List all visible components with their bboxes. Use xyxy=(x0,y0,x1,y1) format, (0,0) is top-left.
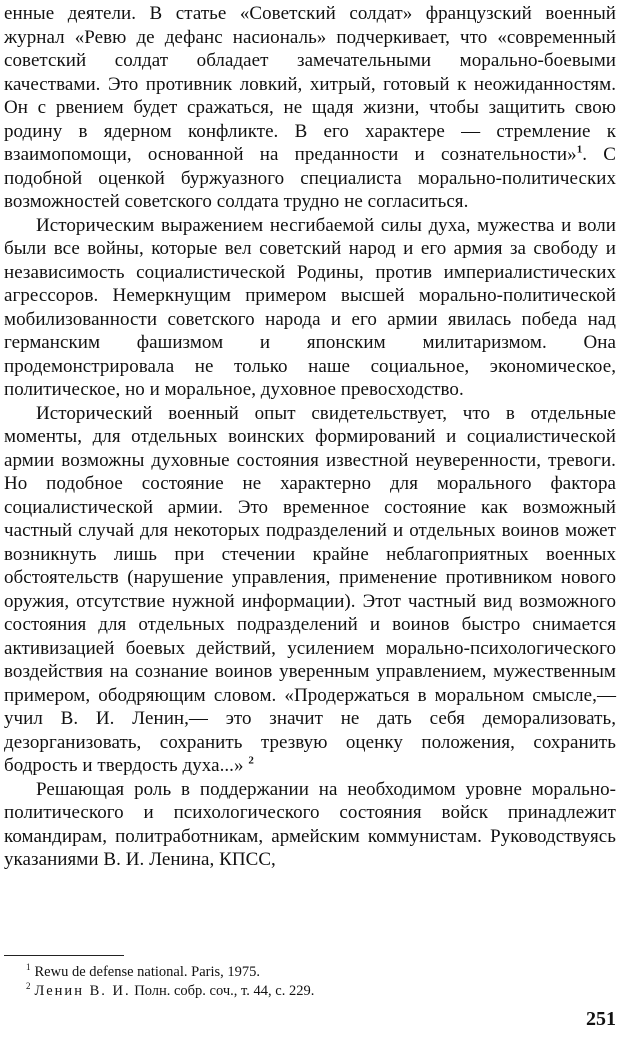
footnote-reference[interactable]: 2 xyxy=(248,754,254,767)
paragraph-continued xyxy=(4,2,616,214)
footnote-author: Ленин В. И. xyxy=(34,983,131,999)
page-number: 251 xyxy=(586,1008,616,1030)
paragraph-text: Исторический военный опыт свидетельствует, что в отдельные моменты, для отдельных воинских формирований и социалистической армии возможны духовные состояния известной неуверенности, тревоги. Но подобное состояние не характерно для морального фактора социалистической армии. Это временное состояние как возможный частный случай для некоторых подразделений и отдельных воинов может возникнуть лишь при стечении крайне неблагоприятных военных обстоятельств (нарушение управления, применение противником нового оружия, отсутствие нужной информации). Этот частный вид возможного состояния для отдельных подразделений и воинов быстро снимается активизацией боевых действий, усилением морально-психологического воздействия на сознание воинов уверенным управлением, мужественным примером, ободряющим словом. «Продержаться в моральном смысле,— учил В. И. Ленин,— это значит не дать себя деморализовать, дезорганизовать, сохранить трезвую оценку положения, сохранить бодрость и твердость духа...» xyxy=(4,402,616,776)
footnote-mark: 1 xyxy=(26,962,31,973)
footnote-item xyxy=(4,963,616,982)
footnote-mark: 2 xyxy=(26,981,31,992)
footnote-text: Полн. собр. соч., т. 44, с. 229. xyxy=(130,983,315,999)
footnote-text: Rewu de defense national. Paris, 1975. xyxy=(34,964,261,980)
paragraph-text-tail: . С подобной оценкой буржуазного специалиста морально-политических возможностей советского солдата трудно не согласиться. xyxy=(4,144,616,212)
footnote-reference[interactable]: 1 xyxy=(576,143,583,156)
footnote-divider xyxy=(4,955,124,956)
footnotes xyxy=(4,963,616,1001)
main-text xyxy=(4,2,616,872)
paragraph: Решающая роль в поддержании на необходимом уровне морально-политического и психологического состояния войск принадлежит командирам, политработникам, армейским коммунистам. Руководствуясь указаниями В. И. Ленина, КПСС, xyxy=(4,778,616,870)
paragraph-text: енные деятели. В статье «Советский солдат» французский военный журнал «Ревю де дефанс насиональ» подчеркивает, что «современный советский солдат обладает замечательными морально-боевыми качествами. Это противник ловкий, хитрый, готовый к неожиданностям. Он с рвением будет сражаться, не щадя жизни, чтобы защитить свою родину в ядерном конфликте. В его характере — стремление к взаимопомощи, основанной на преданности и сознательности» xyxy=(4,3,616,165)
paragraph: Историческим выражением несгибаемой силы духа, мужества и воли были все войны, которые вел советский народ и его армия за свободу и независимость социалистической Родины, против империалистических агрессоров. Немеркнущим примером высшей морально-политической мобилизованности советского народа и его армии явилась победа над германским фашизмом и японским милитаризмом. Она продемонстрировала не только наше социальное, экономическое, политическое, но и моральное, духовное превосходство. xyxy=(4,214,616,400)
paragraph xyxy=(4,402,616,778)
footnote-item xyxy=(4,982,616,1001)
